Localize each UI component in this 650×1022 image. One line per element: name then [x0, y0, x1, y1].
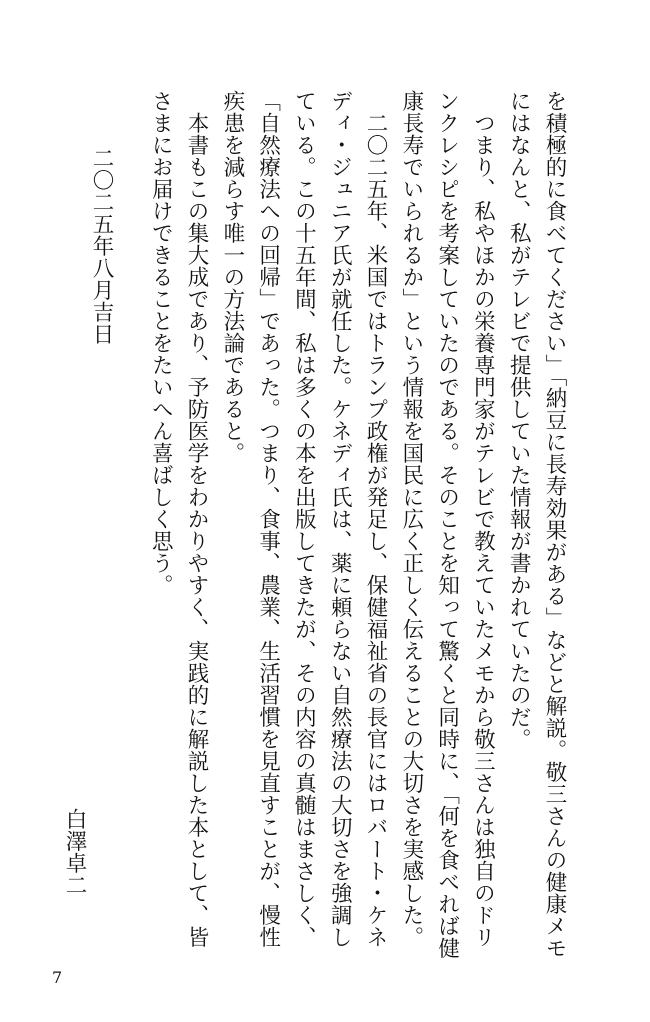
page-number: 7 [52, 968, 63, 987]
paragraph-4: 本書もこの集大成であり、予防医学をわかりやすく、実践的に解説した本として、皆さまにお届けできることをたいへん喜ばしく思う。 [148, 90, 210, 948]
paragraph-2: つまり、私やほかの栄養専門家がテレビで教えていたメモから敬三さんは独自のドリンクレシピを考案していたのである。そのことを知って驚くと同時に、「何を食べれば健康長寿でいられるか」という情報を国民に広く正しく伝えることの大切さを実感した。 [398, 90, 496, 960]
paragraph-1: を積極的に食べてください」「納豆に長寿効果がある」などと解説。敬三さんの健康メモにはなんと、私がテレビで提供していた情報が書かれていたのだ。 [506, 90, 567, 960]
paragraph-3: 二〇二五年、米国ではトランプ政権が発足し、保健福祉省の長官にはロバート・ケネディ・ジュニア氏が就任した。ケネディ氏は、薬に頼らない自然療法の大切さを強調している。この十五年間、私は多くの本を出版してきたが、その内容の真髄はまさしく、「自然療法への回帰」であった。つまり、食事、農業、生活習慣を見直すことが、慢性疾患を減らす唯一の方法論であると。 [219, 90, 389, 948]
date-line: 二〇二五年八月吉日 [89, 147, 114, 345]
body-text [142, 90, 572, 960]
author-signature: 白澤卓二 [62, 808, 87, 896]
